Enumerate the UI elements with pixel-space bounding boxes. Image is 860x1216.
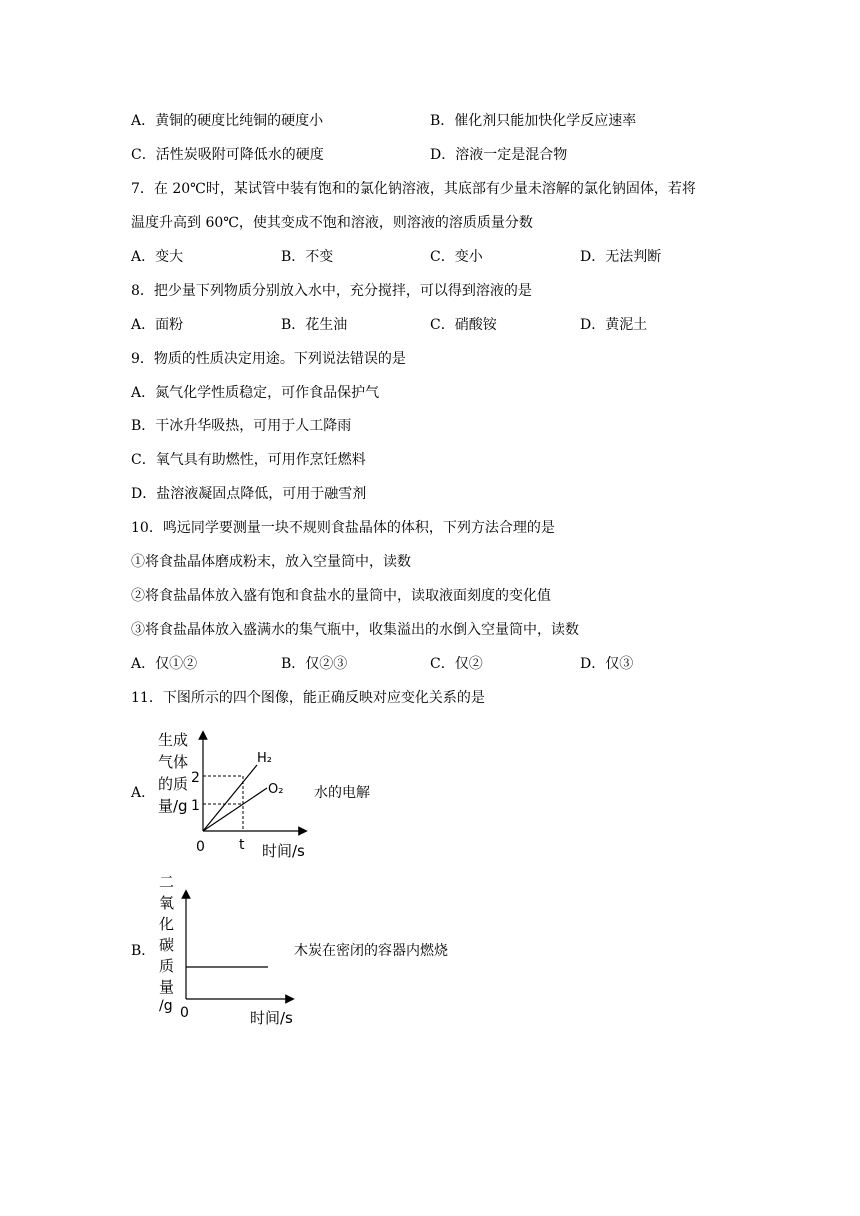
q11-option-b-caption: 木炭在密闭的容器内燃烧 xyxy=(294,943,448,959)
graph-b-ylabel-6: 量 xyxy=(159,978,175,996)
q11-stem: 11．下图所示的四个图像，能正确反映对应变化关系的是 xyxy=(131,690,485,706)
graph-b-ylabel-1: 二 xyxy=(159,873,175,891)
q9-option-b: B．干冰升华吸热，可用于人工降雨 xyxy=(131,418,352,434)
graph-b-ylabel-5: 质 xyxy=(159,957,175,975)
q8-option-a: A．面粉 xyxy=(131,317,184,333)
q8-option-c: C．硝酸铵 xyxy=(430,317,497,333)
q11-option-b-letter: B． xyxy=(131,943,156,959)
q9-option-c: C．氧气具有助燃性，可用作烹饪燃料 xyxy=(131,452,366,468)
q9-option-d: D．盐溶液凝固点降低，可用于融雪剂 xyxy=(131,486,367,502)
q10-option-d: D．仅③ xyxy=(580,656,634,672)
q6-option-d: D．溶液一定是混合物 xyxy=(430,147,568,163)
q8-stem: 8．把少量下列物质分别放入水中，充分搅拌，可以得到溶液的是 xyxy=(131,283,532,299)
graph-a-o2-line xyxy=(203,788,267,831)
graph-a-ylabel-1: 生成 xyxy=(158,731,189,749)
q8-option-b: B．花生油 xyxy=(281,317,348,333)
graph-a-ytick-1: 1 xyxy=(191,798,200,814)
q6-option-c: C．活性炭吸附可降低水的硬度 xyxy=(131,147,324,163)
q11-graph-a xyxy=(150,725,320,865)
q7-stem-line2: 温度升高到 60℃，使其变成不饱和溶液，则溶液的溶质质量分数 xyxy=(131,215,533,231)
q7-option-c: C．变小 xyxy=(430,249,483,265)
graph-b-ylabel-3: 化 xyxy=(159,915,175,933)
q11-graph-b xyxy=(150,870,310,1030)
q7-stem-line1: 7．在 20℃时，某试管中装有饱和的氯化钠溶液，其底部有少量未溶解的氯化钠固体，若将 xyxy=(131,181,696,197)
graph-a-ylabel-4: 量/g xyxy=(158,797,188,815)
q10-stem: 10．鸣远同学要测量一块不规则食盐晶体的体积，下列方法合理的是 xyxy=(131,520,555,536)
graph-a-h2-label: H₂ xyxy=(257,751,272,766)
q6-option-a: A．黄铜的硬度比纯铜的硬度小 xyxy=(131,113,324,129)
q10-option-b: B．仅②③ xyxy=(281,656,348,672)
q7-option-d: D．无法判断 xyxy=(580,249,662,265)
graph-a-ylabel-3: 的质 xyxy=(158,775,189,793)
q10-option-a: A．仅①② xyxy=(131,656,198,672)
graph-a-ytick-2: 2 xyxy=(191,770,200,786)
graph-b-ylabel-2: 氧 xyxy=(159,894,175,912)
graph-a-h2-line xyxy=(203,765,257,831)
graph-b-xlabel: 时间/s xyxy=(250,1009,293,1027)
q10-method-1: ①将食盐晶体磨成粉末，放入空量筒中，读数 xyxy=(131,554,411,570)
q6-option-b: B．催化剂只能加快化学反应速率 xyxy=(430,113,637,129)
q11-option-a-letter: A． xyxy=(131,785,156,801)
q9-option-a: A．氮气化学性质稳定，可作食品保护气 xyxy=(131,385,380,401)
graph-b-origin: 0 xyxy=(180,1005,189,1021)
q10-method-3: ③将食盐晶体放入盛满水的集气瓶中，收集溢出的水倒入空量筒中，读数 xyxy=(131,622,579,638)
q11-option-a-caption: 水的电解 xyxy=(314,785,370,801)
q10-method-2: ②将食盐晶体放入盛有饱和食盐水的量筒中，读取液面刻度的变化值 xyxy=(131,588,551,604)
q7-option-b: B．不变 xyxy=(281,249,334,265)
graph-a-origin: 0 xyxy=(196,839,205,855)
graph-b-ylabel-4: 碳 xyxy=(159,936,175,954)
q8-option-d: D．黄泥土 xyxy=(580,317,648,333)
graph-a-ylabel-2: 气体 xyxy=(158,753,189,771)
graph-b-ylabel-7: /g xyxy=(159,998,173,1014)
graph-a-o2-label: O₂ xyxy=(268,782,284,797)
graph-a-xtick-t: t xyxy=(239,837,245,853)
q7-option-a: A．变大 xyxy=(131,249,184,265)
graph-a-xlabel: 时间/s xyxy=(262,842,305,860)
q10-option-c: C．仅② xyxy=(430,656,483,672)
q9-stem: 9．物质的性质决定用途。下列说法错误的是 xyxy=(131,351,406,367)
